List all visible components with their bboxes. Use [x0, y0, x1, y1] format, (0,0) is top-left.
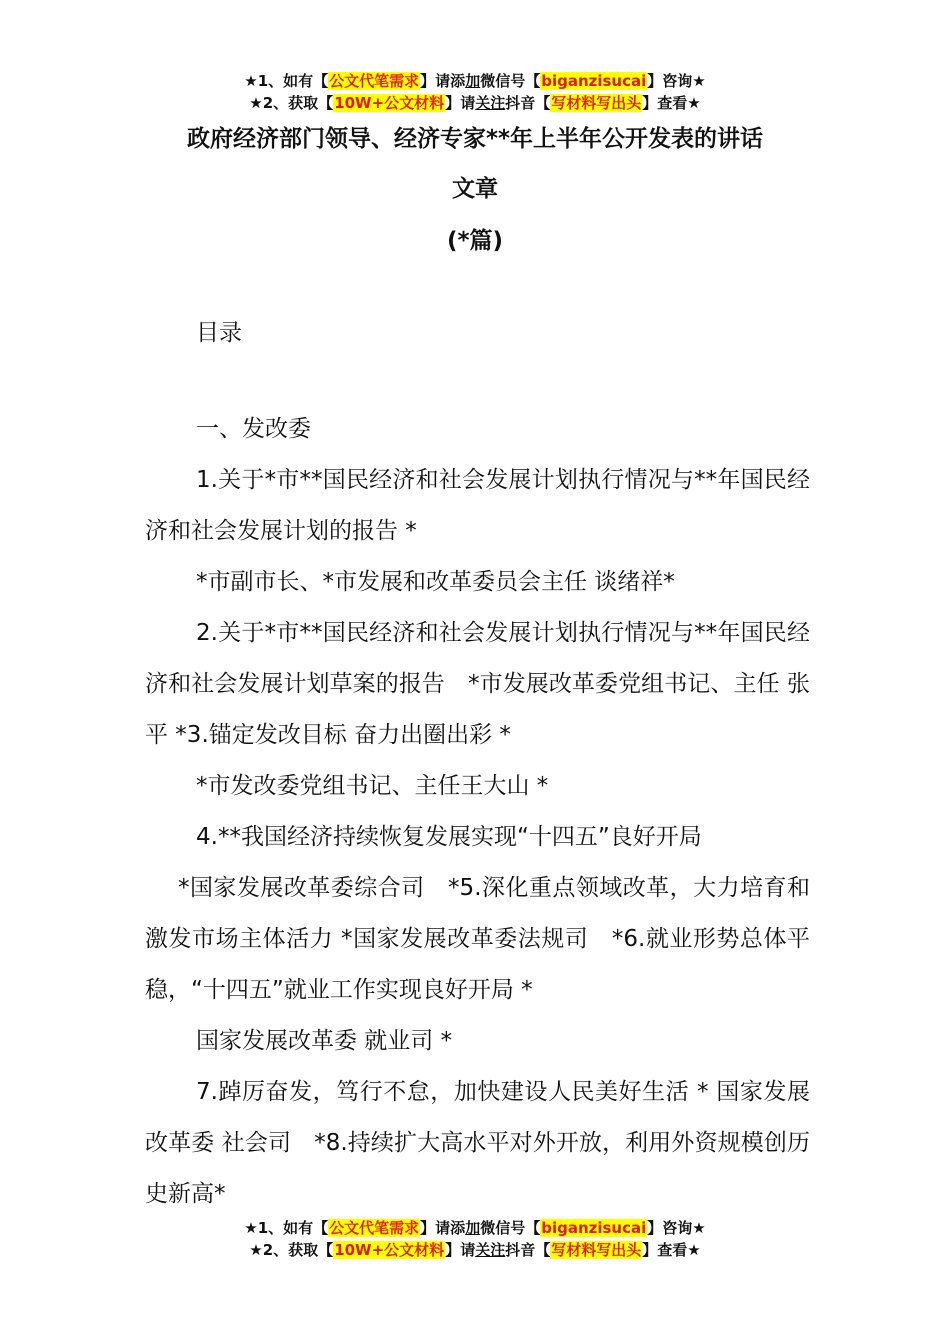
- promo-text: ★2、获取【: [249, 94, 334, 112]
- promo-text: 】请: [445, 1241, 476, 1259]
- promo-text: 抖音【: [505, 1241, 551, 1259]
- document-title-cont: 文章: [452, 176, 498, 202]
- promo-highlight: 写材料写出头: [551, 1241, 642, 1259]
- toc-body: [145, 308, 810, 1220]
- promo-highlight: 公文代笔需求: [329, 1219, 420, 1237]
- promo-text: 】咨询★: [647, 72, 706, 90]
- toc-author: *市发改委党组书记、主任王大山 *: [196, 773, 549, 799]
- promo-underline: 加: [465, 72, 481, 90]
- toc-author: 国家发展改革委 就业司 *: [196, 1028, 453, 1054]
- promo-text: 微信号【: [480, 1219, 541, 1237]
- promo-line-2: [0, 92, 950, 114]
- promo-text: 】咨询★: [647, 1219, 706, 1237]
- promo-highlight: biganzisucai: [541, 72, 647, 90]
- promo-highlight: 公文代笔需求: [329, 72, 420, 90]
- toc-item: 2.关于*市**国民经济和社会发展计划执行情况与**年国民经济和社会发展计划草案的报告 *市发展改革委党组书记、主任 张平 *3.锚定发改目标 奋力出圈出彩 *: [145, 620, 810, 748]
- promo-banner-top: [0, 70, 950, 114]
- promo-highlight: 10W+公文材料: [334, 1241, 445, 1259]
- promo-banner-bottom: [0, 1217, 950, 1261]
- promo-underline: 关注: [475, 94, 506, 112]
- promo-highlight: biganzisucai: [541, 1219, 647, 1237]
- toc-section: 一、发改委: [196, 416, 311, 442]
- promo-text: ★2、获取【: [249, 1241, 334, 1259]
- promo-text: 】请: [445, 94, 476, 112]
- promo-text: 】请添: [420, 1219, 466, 1237]
- spacer: [145, 359, 810, 404]
- promo-text: 抖音【: [505, 94, 551, 112]
- toc-item: 7.踔厉奋发，笃行不怠，加快建设人民美好生活 * 国家发展改革委 社会司 *8.持续扩大高水平对外开放，利用外资规模创历史新高*: [145, 1079, 810, 1207]
- document-subtitle: (*篇): [446, 228, 504, 254]
- document-title: 政府经济部门领导、经济专家**年上半年公开发表的讲话: [186, 126, 764, 152]
- promo-highlight: 10W+公文材料: [334, 94, 445, 112]
- promo-highlight: 写材料写出头: [551, 94, 642, 112]
- toc-item: *国家发展改革委综合司 *5.深化重点领域改革，大力培育和激发市场主体活力 *国家发展改革委法规司 *6.就业形势总体平稳，“十四五”就业工作实现良好开局 *: [145, 875, 810, 1003]
- promo-underline: 关注: [475, 1241, 506, 1259]
- promo-line-1: [0, 1217, 950, 1239]
- promo-text: 】请添: [420, 72, 466, 90]
- toc-heading: 目录: [196, 320, 242, 346]
- promo-line-1: [0, 70, 950, 92]
- promo-line-2: [0, 1239, 950, 1261]
- promo-text: ★1、如有【: [244, 1219, 329, 1237]
- promo-text: ★1、如有【: [244, 72, 329, 90]
- promo-text: 微信号【: [480, 72, 541, 90]
- promo-underline: 加: [465, 1219, 481, 1237]
- toc-author: *市副市长、*市发展和改革委员会主任 谈绪祥*: [196, 569, 675, 595]
- toc-item: 4.**我国经济持续恢复发展实现“十四五”良好开局: [196, 824, 702, 850]
- toc-item: 1.关于*市**国民经济和社会发展计划执行情况与**年国民经济和社会发展计划的报告 *: [145, 467, 810, 544]
- promo-text: 】查看★: [642, 1241, 701, 1259]
- promo-text: 】查看★: [642, 94, 701, 112]
